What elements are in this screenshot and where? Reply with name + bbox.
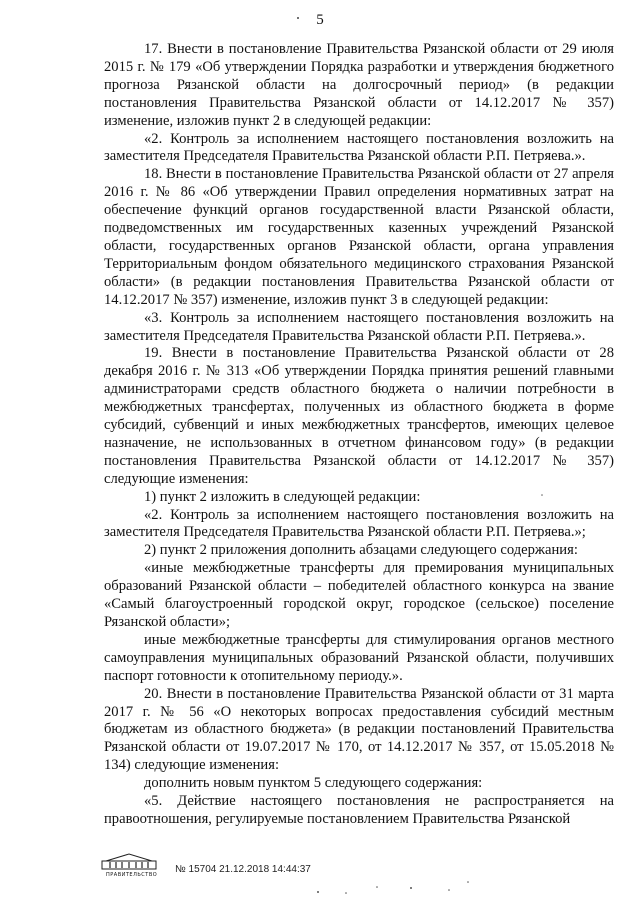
paragraph-18: 18. Внести в постановление Правительства Рязанской области от 27 апреля 2016 г. № 86 «Об утверждении Правил определения нормативных затрат на обеспечение функций органов государственной власти Рязанской области, подведомственных им государственных казенных учреждений Рязанской области, государственных органов Рязанской области, органа управления Территориальным фондом обязательного медицинского страхования Рязанской области» (в редакции постановления Правительства Рязанской области от 14.12.2017 № 357) изменение, изложив пункт 3 в следующей редакции: xyxy=(104,166,614,308)
paragraph-19-item-1: 1) пункт 2 изложить в следующей редакции: xyxy=(144,488,421,505)
paragraph-18-quote: «3. Контроль за исполнением настоящего постановления возложить на заместителя Председателя Правительства Рязанской области Р.П. Петряева.». xyxy=(104,309,614,344)
registration-number: № 15704 21.12.2018 14:44:37 xyxy=(175,864,311,875)
paragraph-17-quote: «2. Контроль за исполнением настоящего постановления возложить на заместителя Председателя Правительства Рязанской области Р.П. Петряева.». xyxy=(104,130,614,165)
paragraph-20-addition: дополнить новым пунктом 5 следующего содержания: xyxy=(144,775,483,792)
stamp-caption: ПРАВИТЕЛЬСТВО xyxy=(106,872,158,878)
paragraph-19-item-1-quote: «2. Контроль за исполнением настоящего постановления возложить на заместителя Председателя Правительства Рязанской области Р.П. Петряева.»; xyxy=(104,506,614,541)
paragraph-19: 19. Внести в постановление Правительства Рязанской области от 28 декабря 2016 г. № 313 «Об утверждении Порядка принятия решений главными администраторами средств областного бюджета о наличии потребности в межбюджетных трансфертах, полученных из областного бюджета в форме субсидий, субвенций и иных межбюджетных трансфертов, имеющих целевое назначение, не использованных в отчетном финансовом году» (в редакции постановления Правительства Рязанской области от 14.12.2017 № 357) следующие изменения: xyxy=(104,345,614,487)
paragraph-19-item-2-quote-a: «иные межбюджетные трансферты для премирования муниципальных образований Рязанской области – победителей областного конкурса на звание «Самый благоустроенный городской округ, городское (сельское) поселение Рязанской области»; xyxy=(104,560,614,630)
paragraph-19-item-2-quote-b: иные межбюджетные трансферты для стимулирования органов местного самоуправления муниципальных образований Рязанской области, получивших паспорт готовности к отопительному периоду.». xyxy=(104,631,614,684)
paragraph-20-quote: «5. Действие настоящего постановления не распространяется на правоотношения, регулируемые постановлением Правительства Рязанской xyxy=(104,793,614,827)
paragraph-17: 17. Внести в постановление Правительства Рязанской области от 29 июля 2015 г. № 179 «Об утверждении Порядка разработки и утверждения бюджетного прогноза Рязанской области на долгосрочный период» (в редакции постановления Правительства Рязанской области от 14.12.2017 № 357) изменение, изложив пункт 2 в следующей редакции: xyxy=(104,41,614,129)
paragraph-19-item-2: 2) пункт 2 приложения дополнить абзацами следующего содержания: xyxy=(144,542,578,559)
page-number: 5 xyxy=(316,12,324,28)
paragraph-20: 20. Внести в постановление Правительства Рязанской области от 31 марта 2017 г. № 56 «О некоторых вопросах предоставления субсидий местным бюджетам из областного бюджета» (в редакции постановлений Правительства Рязанской области от 19.07.2017 № 170, от 14.12.2017 № 357, от 15.05.2018 № 134) следующие изменения: xyxy=(104,685,614,774)
